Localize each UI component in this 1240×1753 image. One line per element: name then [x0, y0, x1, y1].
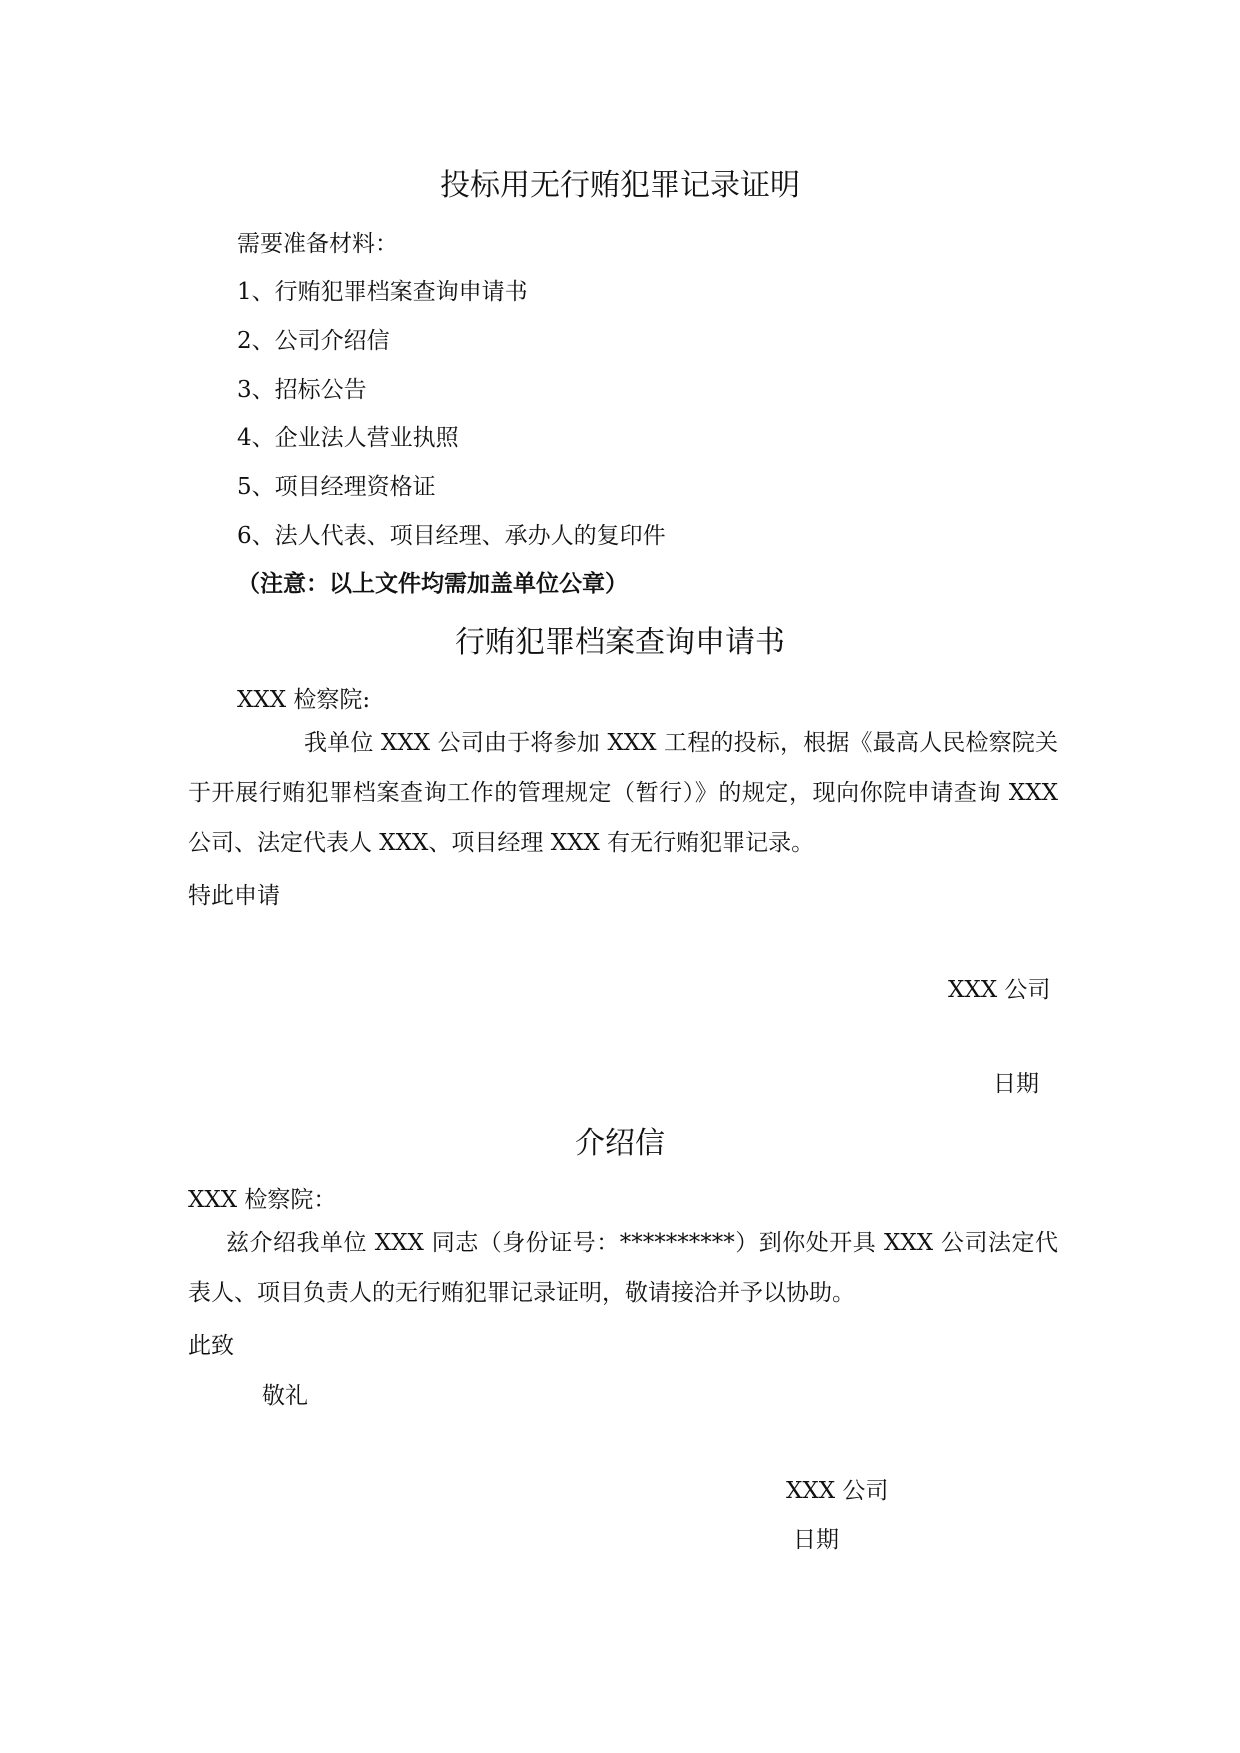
material-item: 1、行贿犯罪档案查询申请书	[237, 279, 528, 305]
document-title: 投标用无行贿犯罪记录证明	[440, 168, 800, 203]
material-item: 4、企业法人营业执照	[237, 425, 459, 451]
application-title: 行贿犯罪档案查询申请书	[455, 625, 785, 660]
application-closing: 特此申请	[188, 883, 280, 909]
material-item: 2、公司介绍信	[237, 328, 390, 354]
application-date: 日期	[993, 1071, 1039, 1097]
materials-intro: 需要准备材料：	[237, 231, 398, 257]
application-recipient: XXX 检察院:	[237, 687, 371, 713]
letter-body: 兹介绍我单位 XXX 同志（身份证号：**********）到你处开具 XXX 公司法定代表人、项目负责人的无行贿犯罪记录证明，敬请接洽并予以协助。	[188, 1230, 1058, 1306]
letter-title: 介绍信	[575, 1126, 665, 1161]
material-item: 3、招标公告	[237, 377, 367, 403]
material-item: 5、项目经理资格证	[237, 474, 436, 500]
letter-recipient: XXX 检察院：	[188, 1187, 337, 1213]
letter-signature: XXX 公司	[786, 1478, 889, 1504]
letter-closing: 此致	[188, 1333, 234, 1359]
stamp-note: （注意：以上文件均需加盖单位公章）	[237, 570, 628, 597]
application-body: 我单位 XXX 公司由于将参加 XXX 工程的投标，根据《最高人民检察院关于开展行贿犯罪档案查询工作的管理规定（暂行）》的规定，现向你院申请查询 XXX 公司、法定代表人 XXX、项目经理 XXX 有无行贿犯罪记录。	[188, 730, 1058, 856]
letter-salutation: 敬礼	[262, 1383, 308, 1409]
material-item: 6、法人代表、项目经理、承办人的复印件	[237, 523, 666, 549]
letter-date: 日期	[793, 1527, 839, 1553]
application-signature: XXX 公司	[948, 977, 1051, 1003]
